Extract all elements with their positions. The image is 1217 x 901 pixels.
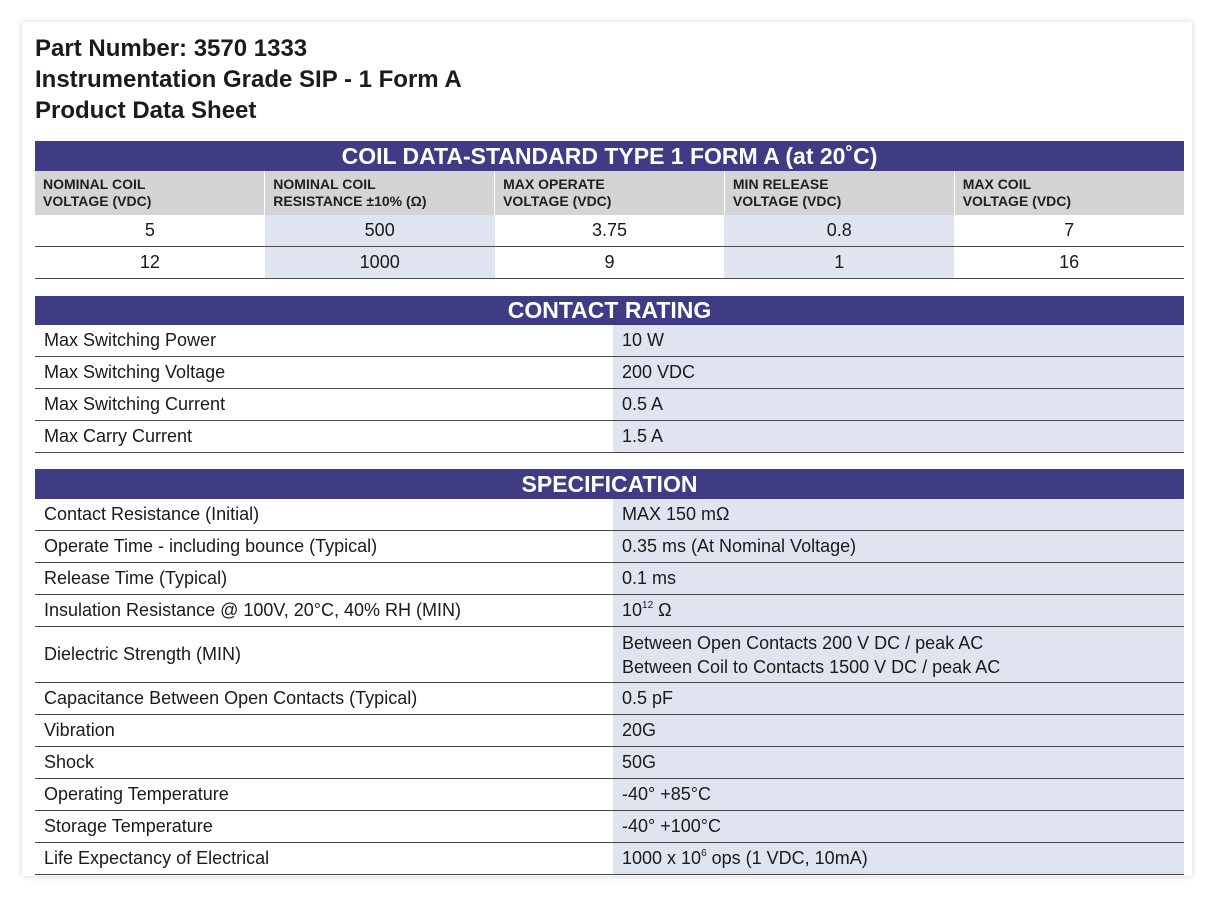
table-row — [35, 357, 1184, 389]
spec-value: $10^{12}$ Ω — [613, 595, 1184, 627]
contact-value: 200 VDC — [613, 357, 1184, 389]
coil-cell: 3.75 — [495, 215, 725, 247]
table-row — [35, 779, 1184, 811]
spec-value: MAX 150 mΩ — [613, 499, 1184, 531]
coil-header-max-operate: MAX OPERATE VOLTAGE (VDC) — [495, 171, 725, 215]
product-line-title: Instrumentation Grade SIP - 1 Form A — [35, 66, 462, 93]
table-row — [35, 531, 1184, 563]
table-row — [35, 811, 1184, 843]
contact-rating-band: CONTACT RATING — [35, 296, 1184, 325]
coil-header-max-coil: MAX COIL VOLTAGE (VDC) — [954, 171, 1184, 215]
coil-cell: 1000 — [265, 247, 495, 279]
table-row — [35, 595, 1184, 627]
coil-data-table — [35, 171, 1184, 279]
part-number-title: Part Number: 3570 1333 — [35, 35, 308, 62]
coil-cell: 16 — [954, 247, 1184, 279]
table-row — [35, 747, 1184, 779]
table-row — [35, 247, 1184, 279]
spec-label: Operate Time - including bounce (Typical) — [35, 531, 613, 563]
specification-band: SPECIFICATION — [35, 469, 1184, 499]
spec-value: 50G — [613, 747, 1184, 779]
document-header — [35, 33, 462, 126]
spec-value: -40° +85°C — [613, 779, 1184, 811]
spec-value: 0.35 ms (At Nominal Voltage) — [613, 531, 1184, 563]
table-row — [35, 715, 1184, 747]
table-row — [35, 421, 1184, 453]
contact-value: 10 W — [613, 325, 1184, 357]
specification-table — [35, 499, 1184, 875]
spec-label: Release Time (Typical) — [35, 563, 613, 595]
coil-data-band: COIL DATA-STANDARD TYPE 1 FORM A (at 20˚C) — [35, 141, 1184, 171]
contact-value: 0.5 A — [613, 389, 1184, 421]
spec-value: 20G — [613, 715, 1184, 747]
coil-cell: 9 — [495, 247, 725, 279]
contact-value: 1.5 A — [613, 421, 1184, 453]
coil-cell: 0.8 — [724, 215, 954, 247]
spec-value: 1000 x $10^6$ ops (1 VDC, 10mA) — [613, 843, 1184, 875]
spec-label: Life Expectancy of Electrical — [35, 843, 613, 875]
contact-label: Max Switching Power — [35, 325, 613, 357]
spec-label: Vibration — [35, 715, 613, 747]
spec-label: Capacitance Between Open Contacts (Typical) — [35, 683, 613, 715]
table-row — [35, 499, 1184, 531]
spec-value: 0.1 ms — [613, 563, 1184, 595]
table-row — [35, 215, 1184, 247]
contact-rating-table — [35, 325, 1184, 453]
spec-label: Dielectric Strength (MIN) — [35, 627, 613, 683]
coil-cell: 1 — [724, 247, 954, 279]
coil-header-nominal-resistance: NOMINAL COIL RESISTANCE ±10% (Ω) — [265, 171, 495, 215]
spec-label: Shock — [35, 747, 613, 779]
coil-cell: 12 — [35, 247, 265, 279]
spec-value: 0.5 pF — [613, 683, 1184, 715]
spec-value: -40° +100°C — [613, 811, 1184, 843]
table-row — [35, 563, 1184, 595]
coil-header-row — [35, 171, 1184, 215]
spec-label: Contact Resistance (Initial) — [35, 499, 613, 531]
document-type-title: Product Data Sheet — [35, 97, 257, 124]
coil-header-min-release: MIN RELEASE VOLTAGE (VDC) — [724, 171, 954, 215]
table-row — [35, 843, 1184, 875]
spec-label: Storage Temperature — [35, 811, 613, 843]
table-row — [35, 325, 1184, 357]
table-row — [35, 683, 1184, 715]
table-row — [35, 389, 1184, 421]
spec-label: Insulation Resistance @ 100V, 20°C, 40% RH (MIN) — [35, 595, 613, 627]
coil-cell: 5 — [35, 215, 265, 247]
spec-label: Operating Temperature — [35, 779, 613, 811]
contact-label: Max Switching Voltage — [35, 357, 613, 389]
contact-label: Max Switching Current — [35, 389, 613, 421]
contact-label: Max Carry Current — [35, 421, 613, 453]
spec-value: Between Open Contacts 200 V DC / peak AC Between Coil to Contacts 1500 V DC / peak AC — [613, 627, 1184, 683]
coil-cell: 500 — [265, 215, 495, 247]
table-row — [35, 627, 1184, 683]
coil-header-nominal-voltage: NOMINAL COIL VOLTAGE (VDC) — [35, 171, 265, 215]
coil-cell: 7 — [954, 215, 1184, 247]
